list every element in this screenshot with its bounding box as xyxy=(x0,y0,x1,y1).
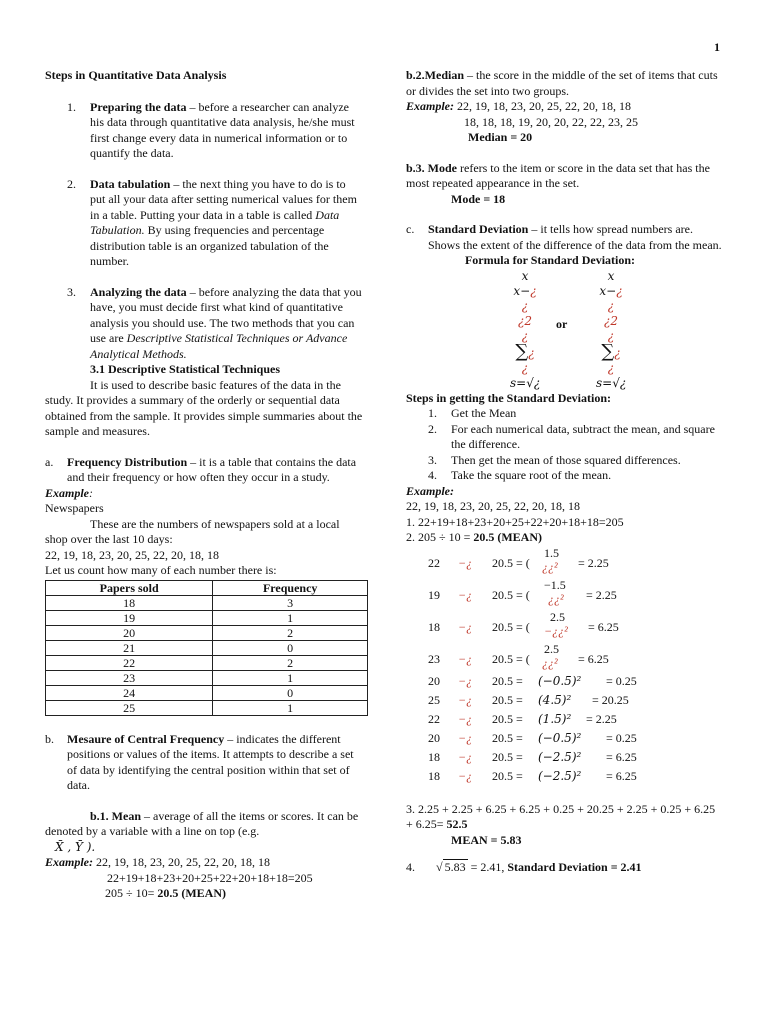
calc-row: 22 −¿ 20.5 = ( 1.5 ¿¿² = 2.25 xyxy=(428,545,609,574)
subsection-text: It is used to describe basic features of the data in the study. It provides a summary of the orderly or sequential data obtained from the sample. It provides simple summaries about the sample and measures. xyxy=(45,377,363,438)
table-row: 19 1 xyxy=(46,610,368,625)
sd-formula xyxy=(406,268,724,390)
table-row: 25 1 xyxy=(46,700,368,715)
mean-symbols: X̄ , Ȳ ). xyxy=(55,839,96,854)
step-title: Preparing the data xyxy=(90,99,187,114)
median-sorted: 18, 18, 18, 19, 20, 20, 22, 22, 23, 25 xyxy=(464,114,638,129)
standard-deviation: c. Standard Deviation – it tells how spread numbers are. Shows the extent of the difference of the data from the mean. xyxy=(406,222,722,252)
calc-squared-block xyxy=(406,674,724,788)
calc-row: 18 −¿ 20.5 = (−2.5)² = 6.25 xyxy=(428,749,637,764)
mean-title: b.1. Mean xyxy=(90,808,141,823)
calc-row: 19 −¿ 20.5 = ( −1.5 ¿¿² = 2.25 xyxy=(428,577,617,606)
mode-result: Mode = 18 xyxy=(451,191,506,206)
mode-title: b.3. Mode xyxy=(406,160,457,175)
calc-row: 18 −¿ 20.5 = ( 2.5 −¿¿² = 6.25 xyxy=(428,609,619,638)
sd-step: 1. Get the Mean xyxy=(428,406,517,420)
step-preparing-data: 1. Preparing the data – before a researcher can analyze his data through quantitative data analysis, he/she must first change every data in numerical information or to quantify the data. xyxy=(67,99,355,160)
step-analyzing-data: 3. Analyzing the data – before analyzing the data that you have, you must decide first what kind of quantitative analysis you should use. The two methods that you can use are Descriptive Statistical Techniques or Advance Analytical Methods. 3.1 Descriptive Statistical Techniques xyxy=(67,284,362,376)
sd-step: 2. For each numerical data, subtract the mean, and square the difference. xyxy=(428,421,715,451)
calc-row: 20 −¿ 20.5 = (−0.5)² = 0.25 xyxy=(428,730,637,745)
sd-step: 3. Then get the mean of those squared differences. xyxy=(428,452,681,467)
calc-line-1: 1. 22+19+18+23+20+25+22+20+18+18=205 xyxy=(406,514,624,529)
step-title: Data tabulation xyxy=(90,176,171,191)
step-title: Analyzing the data xyxy=(90,284,187,299)
calc-row: 23 −¿ 20.5 = ( 2.5 ¿¿² = 6.25 xyxy=(428,641,609,670)
formula-title: Formula for Standard Deviation: xyxy=(464,253,636,267)
left-column: Steps in Quantitative Data Analysis 1. Preparing the data – before a researcher can analyze his data through quantitative data analysis, he/she must first change every data in numerical information or to quantify the data. 2. Data tabulation – the next thing you have to do is to put all your data after setting numerical values for them in a table. Putting your data in a table is called Data Tabulation. By using frequencies and percentage distribution table is an organized tabulation of the number. 3. Analyzing the data – before analyzing the data that you have, you must decide first what kind of quantitative analysis you should use. The two methods that you can use are Descriptive Statistical Techniques or Advance Analytical Methods. 3.1 Descriptive Statistical Techniques It is used to describe basic features of the data in the study. It provides a summary of the orderly or sequential data obtained from the sample. It provides simple summaries about the sample and measures. a. Frequency Distribution – it is a table that contains the data and their frequency or how often they occur in a study. Example: Newspapers These are the numbers of newspapers sold at a local shop over the last 10 days: 22, 19, 18, 23, 20, 25, 22, 20, 18, 18 Let us count how many of each number there is: Papers sold Frequency 18 3 19 1 20 2 21 0 22 2 23 1 24 0 25 1 b. Mesaure of Central Frequency – indicates the different positions or values of the items. It attempts to describe a set of data by identifying the central position within that set of data. b.1. Mean – average of all the items or scores. It can be denoted by a variable with a line on top (e.g. X̄ , Ȳ ). Example: 22, 19, 18, 23, 20, 25, 22, 20, 18, 18 22+19+18+23+20+25+22+20+18+18=205 205 ÷ 10= 20.5 (MEAN) xyxy=(45,68,363,902)
table-row: 20 2 xyxy=(46,625,368,640)
frequency-table xyxy=(45,580,368,716)
table-row: 24 0 xyxy=(46,685,368,700)
example-label: Example xyxy=(45,485,89,500)
subsection-title: 3.1 Descriptive Statistical Techniques xyxy=(90,362,281,376)
sd-result: Standard Deviation = 2.41 xyxy=(507,860,642,874)
central-frequency: b. Mesaure of Central Frequency – indicates the different positions or values of the items. It attempts to describe a set of data by identifying the central position within that set of data. xyxy=(45,731,354,792)
calc-fraction-block xyxy=(406,545,724,674)
frequency-distribution: a. Frequency Distribution – it is a table that contains the data and their frequency or how often they occur in a study. xyxy=(45,454,357,484)
example-label: Example: xyxy=(406,483,454,498)
step-data-tabulation: 2. Data tabulation – the next thing you have to do is to put all your data after setting numerical values for them in a table. Putting your data in a table is called Data Tabulation. By using frequencies and percentage distribution table is an organized tabulation of the number. xyxy=(67,176,357,268)
calc-row: 22 −¿ 20.5 = (1.5)² = 2.25 xyxy=(428,711,617,726)
table-header: Papers sold xyxy=(46,580,213,595)
count-text: Let us count how many of each number there is: xyxy=(45,563,277,577)
calc-row: 20 −¿ 20.5 = (−0.5)² = 0.25 xyxy=(428,673,637,688)
calc-row: 25 −¿ 20.5 = (4.5)² = 20.25 xyxy=(428,692,629,707)
example-data: 22, 19, 18, 23, 20, 25, 22, 20, 18, 18 xyxy=(406,499,580,513)
formula-right: x x−¿ ¿ ¿2 ¿ ∑¿ ¿ s=√¿ xyxy=(596,268,627,390)
newspapers-data: 22, 19, 18, 23, 20, 25, 22, 20, 18, 18 xyxy=(45,547,219,562)
table-row: 18 3 xyxy=(46,595,368,610)
mean-result: MEAN = 5.83 xyxy=(451,832,522,847)
calc-row: 18 −¿ 20.5 = (−2.5)² = 6.25 xyxy=(428,768,637,783)
newspapers-label: Newspapers xyxy=(45,501,104,515)
right-column: b.2.Median – the score in the middle of the set of items that cuts or divides the set into two groups. Example: 22, 19, 18, 23, 20, 25, 22, 20, 18, 18 18, 18, 18, 19, 20, 20, 22, 22, 23, 25 Median = 20 b.3. Mode refers to the item or score in the data set that has the most repeated appearance in the set. Mode = 18 c. Standard Deviation – it tells how spread numbers are. Shows the extent of the difference of the data from the mean. Formula for Standard Deviation: x x−¿ ¿ ¿2 ¿ ∑¿ ¿ s=√¿ or x x−¿ ¿ ¿2 ¿ ∑¿ ¿ s=√¿ Steps in getting the Standard Deviation: 1. Get the Mean 2. For each numerical data, subtract the mean, and square the difference. 3. Then get the mean of those squared differences. 4. Take the square root of the mean. Example: 22, 19, 18, 23, 20, 25, 22, 20, 18, 18 1. 22+19+18+23+20+25+22+20+18+18=205 2. 205 ÷ 10 = 20.5 (MEAN) 22 −¿ 20.5 = ( 1.5 ¿¿² = 2.25 19 −¿ 20.5 = ( −1.5 ¿¿² = 2.25 18 −¿ 20.5 = ( 2.5 −¿¿² = 6.25 23 −¿ 20.5 = ( 2.5 ¿¿² = 6.25 20 −¿ 20.5 = (−0.5)² = 0.25 25 −¿ 20.5 = (4.5)² = 20.25 22 −¿ 20.5 = (1.5)² = 2.25 20 −¿ 20.5 = (−0.5)² = 0.25 18 −¿ 20.5 = (−2.5)² = 6.25 18 −¿ 20.5 = (−2.5)² = 6.25 3. 2.25 + 2.25 + 6.25 + 6.25 + 0.25 + 20.25 + 2.25 + 0.25 + 6.25 + 6.25= 52.5 MEAN = 5.83 4. √ 5.83 = 2.41, Standard Deviation = 2.41 xyxy=(406,68,724,876)
sd-step: 4. Take the square root of the mean. xyxy=(428,468,612,482)
page-number: 1 xyxy=(714,40,720,54)
median-title: b.2.Median xyxy=(406,68,465,82)
mean-sum: 22+19+18+23+20+25+22+20+18+18=205 xyxy=(107,870,313,885)
steps-title: Steps in getting the Standard Deviation: xyxy=(406,390,612,405)
formula-left: x x−¿ ¿ ¿2 ¿ ∑¿ ¿ s=√¿ xyxy=(510,268,541,390)
formula-or: or xyxy=(556,316,568,331)
calc-line-4: 4. √ 5.83 = 2.41, Standard Deviation = 2.41 xyxy=(406,860,642,874)
newspapers-text: These are the numbers of newspapers sold at a local shop over the last 10 days: xyxy=(45,516,340,546)
table-row: 22 2 xyxy=(46,655,368,670)
mean-result: 20.5 (MEAN) xyxy=(157,886,227,900)
median-result: Median = 20 xyxy=(468,130,533,144)
table-row: 21 0 xyxy=(46,640,368,655)
section-heading: Steps in Quantitative Data Analysis xyxy=(45,68,227,82)
calc-line-3: 3. 2.25 + 2.25 + 6.25 + 6.25 + 0.25 + 20.25 + 2.25 + 0.25 + 6.25 + 6.25= xyxy=(406,801,716,831)
table-header: Frequency xyxy=(213,580,368,595)
table-row: 23 1 xyxy=(46,670,368,685)
